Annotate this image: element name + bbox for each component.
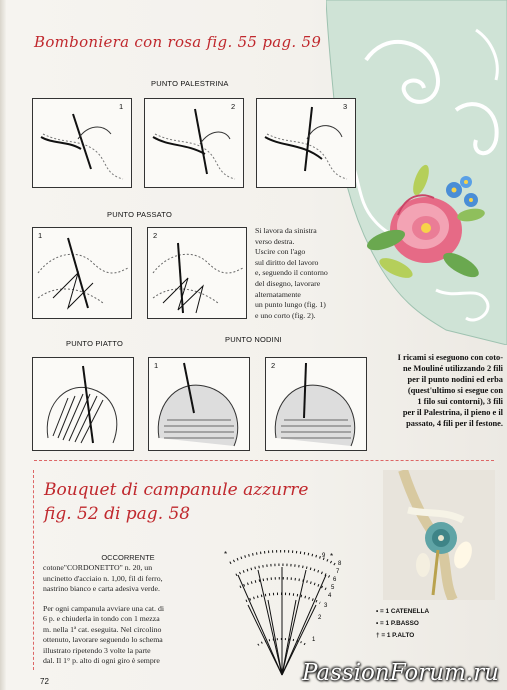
occorrente-heading: OCCORRENTE	[101, 553, 155, 562]
row-number: 4	[328, 593, 332, 599]
info-line: 1 filo sui contorni), 3 fili	[417, 397, 503, 406]
row-number: 5	[331, 585, 335, 591]
note-line: e uno corto (fig. 2).	[255, 310, 316, 320]
palestrina-step-3-diagram	[256, 98, 356, 188]
thread-info-text	[398, 352, 503, 429]
page-number: 72	[40, 677, 49, 686]
page-binding-shadow	[0, 0, 6, 690]
row-number: 2	[318, 615, 322, 621]
note-line: alternatamente	[255, 289, 301, 299]
info-line: per il punto nodini ed erba	[407, 375, 503, 384]
legend-text: = 1 P.ALTO	[381, 632, 415, 639]
palestrina-step-2-diagram	[144, 98, 244, 188]
single-crochet-icon: •	[376, 620, 379, 627]
info-line: I ricami si eseguono con coto-	[397, 353, 503, 362]
note-line: del disegno, lavorare	[255, 278, 321, 288]
body-line: cotone"CORDONETTO" n. 20, un	[43, 563, 153, 573]
step-number: 1	[38, 231, 43, 240]
info-line: per il Palestrina, il pieno e il	[402, 408, 503, 417]
passato-step-2-diagram	[147, 227, 247, 319]
bluebell-bouquet-photo	[383, 470, 495, 600]
legend-item-alto	[376, 630, 429, 642]
punto-palestrina-label: PUNTO PALESTRINA	[151, 79, 229, 88]
body-line: 6 p. e chiuderla in tondo con 1 mezza	[43, 614, 160, 624]
punto-nodini-label: PUNTO NODINI	[225, 335, 282, 344]
chain-stitch-icon: •	[376, 608, 379, 615]
body-line: dal. Il 1° p. alto di ogni giro è sempre	[43, 656, 160, 666]
legend-text: = 1 P.BASSO	[380, 620, 419, 627]
section-title-bouquet	[44, 478, 308, 526]
row-number: 3	[324, 603, 328, 609]
note-line: un punto lungo (fig. 1)	[255, 300, 326, 310]
legend-text: = 1 CATENELLA	[380, 608, 430, 615]
row-number: 1	[312, 637, 316, 643]
step-number: 1	[154, 361, 159, 370]
section-divider	[34, 460, 494, 461]
section-title-bomboniera: Bomboniera con rosa fig. 55 pag. 59	[34, 33, 322, 51]
note-line: sul diritto del lavoro	[255, 257, 319, 267]
step-number: 3	[343, 102, 348, 111]
section-divider-vertical	[33, 470, 34, 670]
step-number: 2	[153, 231, 158, 240]
body-line: uncinetto d'acciaio n. 1,00, fil di ferro,	[43, 573, 163, 583]
watermark: PassionForum.ru	[301, 660, 499, 686]
step-number: 1	[119, 102, 124, 111]
body-line: nastrino bianco e carta adesiva verde.	[43, 584, 160, 594]
nodini-step-1-diagram	[148, 357, 250, 451]
step-number: 2	[231, 102, 236, 111]
body-line: illustrato ripetendo 3 volte la parte	[43, 645, 151, 655]
title-line: Bouquet di campanule azzurre	[44, 480, 309, 500]
occorrente-block	[43, 553, 213, 595]
note-line: verso destra.	[255, 236, 295, 246]
note-line: Si lavora da sinistra	[255, 226, 317, 235]
punto-piatto-label: PUNTO PIATTO	[66, 339, 123, 348]
row-number: 9	[322, 553, 326, 559]
svg-text:*: *	[330, 552, 334, 561]
info-line: ne Mouliné utilizzando 2 fili	[402, 364, 503, 373]
punto-passato-note	[255, 226, 328, 321]
double-crochet-icon: †	[376, 632, 380, 639]
info-line: passato, 4 fili per il festone.	[406, 419, 503, 428]
punto-passato-label: PUNTO PASSATO	[107, 210, 172, 219]
note-line: Uscire con l'ago	[255, 247, 306, 257]
palestrina-step-1-diagram	[32, 98, 132, 188]
title-line: fig. 52 di pag. 58	[44, 504, 191, 524]
body-line: m. nella 1ª cat. eseguita. Nel circolino	[43, 624, 162, 634]
body-line: ottenuto, lavorare seguendo lo schema	[43, 635, 163, 645]
passato-step-1-diagram	[32, 227, 132, 319]
step-number: 2	[271, 361, 276, 370]
body-line: Per ogni campanula avviare una cat. di	[43, 604, 165, 613]
piatto-diagram	[32, 357, 134, 451]
note-line: e, seguendo il contorno	[255, 268, 328, 278]
row-number: 8	[338, 561, 342, 567]
instructions-block	[43, 604, 218, 666]
svg-text:*: *	[224, 550, 228, 559]
row-number: 7	[336, 569, 340, 575]
nodini-step-2-diagram	[265, 357, 367, 451]
row-number: 6	[333, 577, 337, 583]
legend-item-catenella	[376, 606, 429, 618]
legend-item-basso	[376, 618, 429, 630]
crochet-legend	[376, 606, 429, 642]
info-line: (quest'ultimo si esegue con	[407, 386, 503, 395]
